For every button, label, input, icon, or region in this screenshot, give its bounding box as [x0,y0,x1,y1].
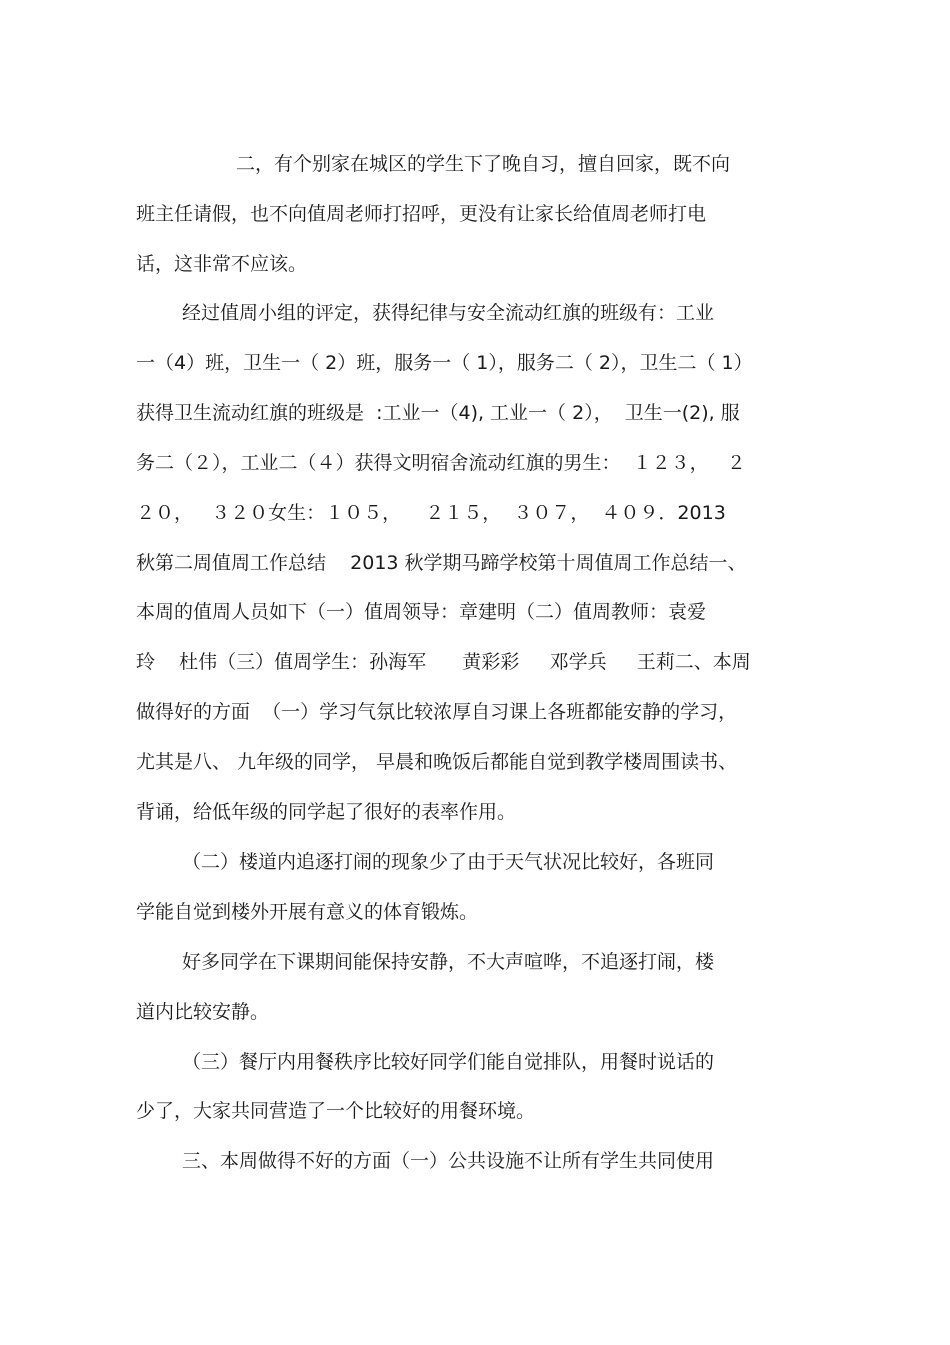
text-line-18: 道内比较安静。 [136,1001,270,1023]
text-line-16: 学能自觉到楼外开展有意义的体育锻炼。 [136,901,479,923]
text-line-9: 秋第二周值周工作总结 2013 秋学期马蹄学校第十周值周工作总结一、 [136,552,747,574]
text-line-2: 班主任请假，也不向值周老师打招呼，更没有让家长给值周老师打电 [136,203,707,225]
text-line-7: 务二（２），工业二（４）获得文明宿舍流动红旗的男生： １２３， ２ [136,452,746,474]
text-line-8: ２０， ３２０女生：１０５， ２１５， ３０７， ４０９．2013 [136,502,726,524]
text-line-15: （二）楼道内追逐打闹的现象少了由于天气状况比较好，各班同 [182,851,715,873]
text-line-4: 经过值周小组的评定，获得纪律与安全流动红旗的班级有：工业 [182,302,715,324]
text-line-6: 获得卫生流动红旗的班级是 :工业一（4), 工业一（ 2）， 卫生一(2), 服 [136,402,740,424]
text-line-19: （三）餐厅内用餐秩序比较好同学们能自觉排队，用餐时说话的 [182,1051,715,1073]
text-line-10: 本周的值周人员如下（一）值周领导：章建明（二）值周教师：袁爱 [136,601,707,623]
text-line-21: 三、本周做得不好的方面（一）公共设施不让所有学生共同使用 [182,1150,715,1172]
text-line-17: 好多同学在下课期间能保持安静，不大声喧哗，不追逐打闹，楼 [182,951,715,973]
text-line-1: 二，有个别家在城区的学生下了晚自习，擅自回家，既不向 [236,153,731,175]
text-line-3: 话，这非常不应该。 [136,253,308,275]
text-line-14: 背诵，给低年级的同学起了很好的表率作用。 [136,801,517,823]
text-line-20: 少了，大家共同营造了一个比较好的用餐环境。 [136,1100,536,1122]
text-line-12: 做得好的方面 （一）学习气氛比较浓厚自习课上各班都能安静的学习， [136,701,738,723]
text-line-13: 尤其是八、 九年级的同学， 早晨和晚饭后都能自觉到教学楼周围读书、 [136,751,738,773]
text-line-11: 玲 杜伟（三）值周学生：孙海军 黄彩彩 邓学兵 王莉二、本周 [136,651,751,673]
text-line-5: 一（4）班，卫生一（ 2）班，服务一（ 1），服务二（ 2），卫生二（ 1） [136,352,753,374]
